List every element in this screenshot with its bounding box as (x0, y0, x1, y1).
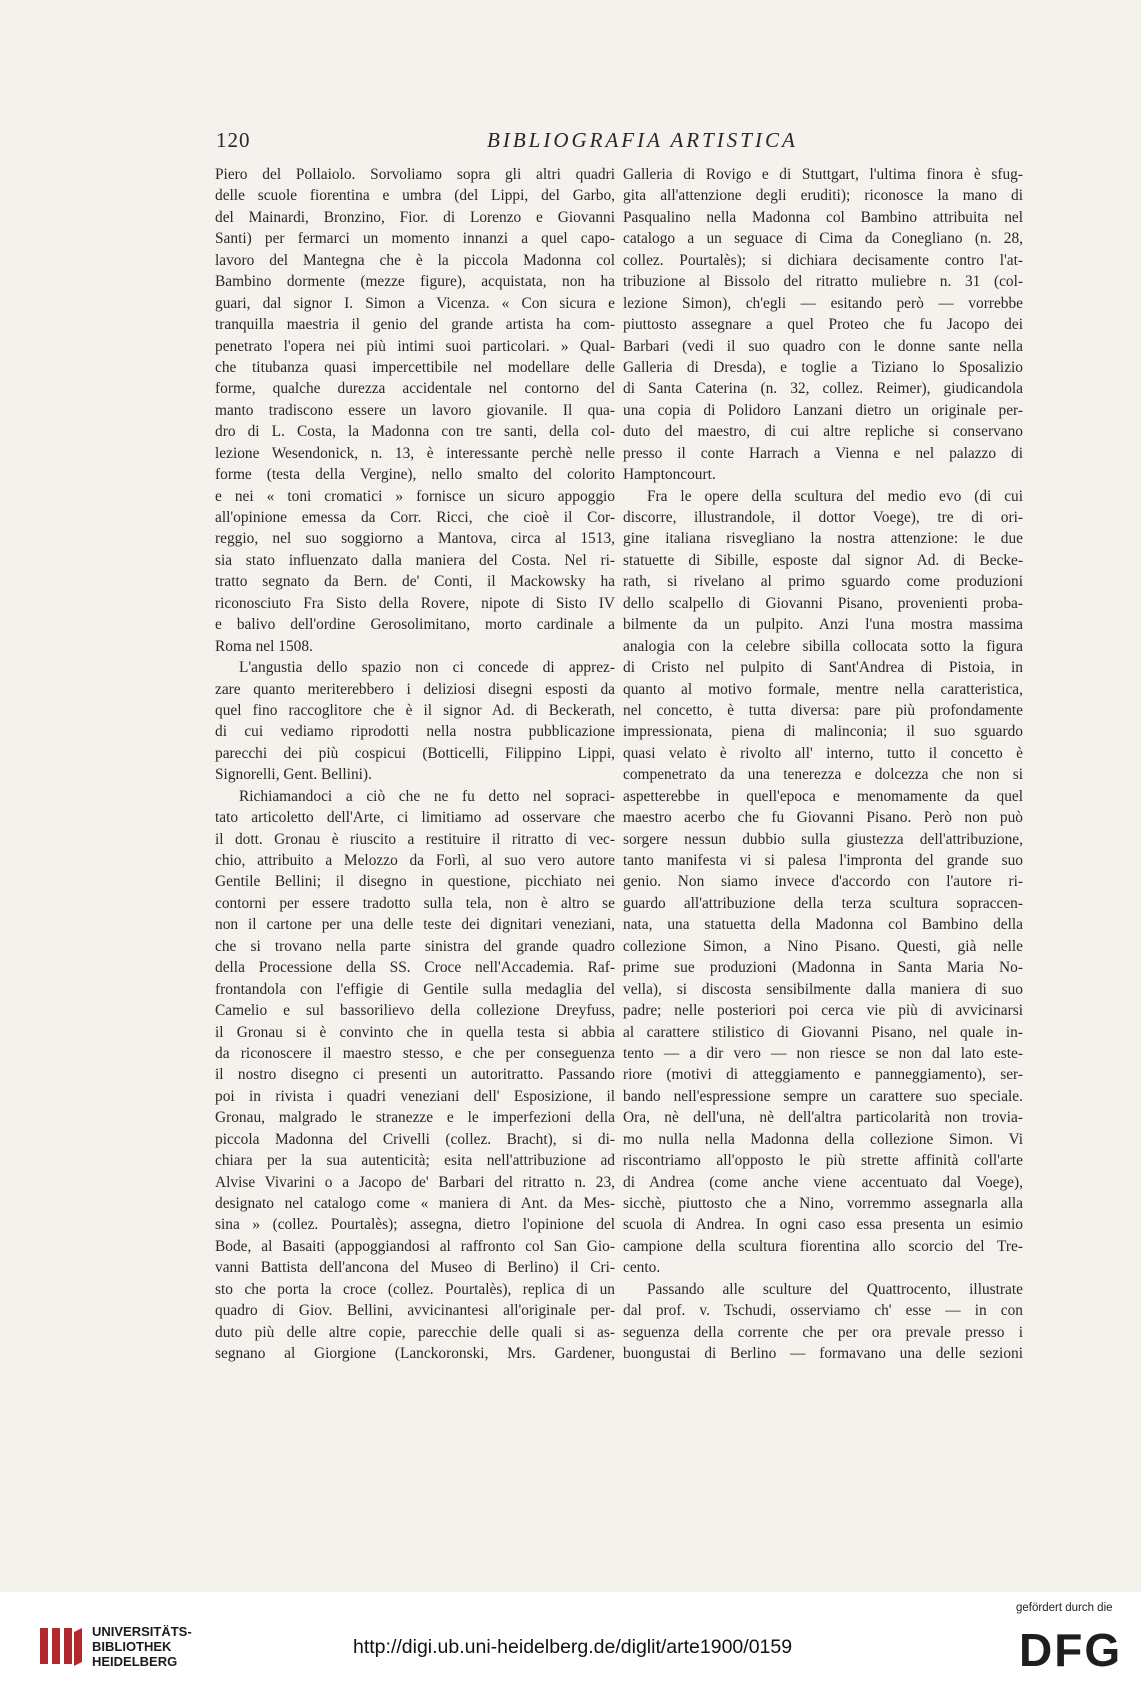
text-line: designato nel catalogo come « maniera di Ant. da Mes- (215, 1195, 615, 1212)
text-line: Gentile Bellini; il disegno in questione, picchiato nei (215, 873, 615, 891)
text-line: Galleria di Dresda), e toglie a Tiziano lo Sposalizio (623, 358, 1023, 376)
text-line: vella), si discosta sensibilmente dalla maniera di suo (623, 980, 1023, 998)
text-line: L'angustia dello spazio non ci concede di apprez- (239, 659, 615, 677)
text-line: nel concetto, è tutta diversa: pare più profondamente (623, 701, 1023, 719)
text-line: della Processione della SS. Croce nell'Accademia. Raf- (215, 959, 615, 977)
text-line: Piero del Pollaiolo. Sorvoliamo sopra gli altri quadri (215, 166, 615, 183)
text-line: Ora, nè dell'una, nè dell'altra particolarità non trovia- (623, 1109, 1023, 1127)
text-line: rath, si rivelano al primo sguardo come produzioni (623, 573, 1023, 591)
text-line: maestro acerbo che fu Giovanni Pisano. Però non può (623, 809, 1023, 827)
text-line: guardo all'attribuzione della terza scultura sopraccen- (623, 894, 1023, 912)
page-number: 120 (216, 128, 251, 152)
right-text-column (623, 164, 1023, 1365)
text-line: Gronau, malgrado le stranezze e le imperfezioni della (215, 1109, 615, 1127)
text-line: il dott. Gronau è riuscito a restituire il ritratto di vec- (215, 830, 615, 848)
text-line: catalogo a un seguace di Cima da Conegliano (n. 28, (623, 230, 1023, 248)
text-line: non il cartone per una delle teste dei dignitari veneziani, (215, 916, 615, 934)
left-text-column (215, 164, 615, 1365)
text-line: cento. (623, 1259, 661, 1277)
text-line: guari, dal signor I. Simon a Vicenza. « Con sicura e (215, 294, 615, 312)
text-line: manto tradiscono essere un lavoro giovanile. Il qua- (215, 401, 615, 419)
text-line: di cui vediamo riprodotti nella nostra pubblicazione (215, 723, 615, 741)
text-line: bando nell'espressione sempre un carattere suo speciale. (623, 1087, 1023, 1105)
text-line: penetrato l'opera nei più intimi suoi particolari. » Qual- (215, 337, 615, 355)
text-line: Alvise Vivarini o a Jacopo de' Barbari del ritratto n. 23, (215, 1173, 615, 1191)
text-line: forme (testa della Vergine), nello smalto del colorito (215, 466, 615, 484)
text-line: frontandola con l'effigie di Gentile sulla medaglia del (215, 980, 615, 998)
text-line: dello scalpello di Giovanni Pisano, provenienti proba- (623, 594, 1023, 612)
text-line: e balivo dell'ordine Gerosolimitano, morto cardinale a (215, 616, 615, 634)
text-line: lavoro del Mantegna che è la piccola Madonna col (215, 251, 615, 269)
text-line: che titubanza quasi impercettibile nel modellare delle (215, 358, 615, 376)
text-line: Bambino dormente (mezze figure), acquistata, non ha (215, 273, 615, 291)
text-line: tanto manifesta vi si palesa l'impronta del grande suo (623, 852, 1023, 869)
text-line: tranquilla maestria il genio del grande artista ha com- (215, 316, 615, 334)
text-line: quasi velato è rivolto all' interno, tutto il concetto è (623, 744, 1023, 762)
text-line: gita all'attenzione degli eruditi); riconosce la mano di (623, 187, 1023, 205)
text-line: Pasqualino nella Madonna col Bambino attribuita nel (623, 208, 1023, 226)
text-line: statuette di Sibille, esposte dal signor Ad. di Becke- (623, 551, 1023, 569)
text-line: gine italiana risvegliano la nostra attenzione: le due (623, 530, 1023, 548)
text-line: tribuzione al Bissolo del ritratto muliebre n. 31 (col- (623, 273, 1023, 291)
text-line: collezione Simon, a Nino Pisano. Questi, già nelle (623, 937, 1023, 955)
text-line: all'opinione emessa da Corr. Ricci, che cioè il Cor- (215, 509, 615, 526)
text-line: reggio, nel suo soggiorno a Mantova, circa al 1513, (215, 530, 615, 548)
text-line: Galleria di Rovigo e di Stuttgart, l'ultima finora è sfug- (623, 166, 1023, 183)
text-line: buongustai di Berlino — formavano una delle sezioni (623, 1345, 1023, 1363)
text-line: dal prof. v. Tschudi, osserviamo ch' esse — in con (623, 1302, 1023, 1320)
text-line: discorre, illustrandole, il dottor Voege), tre di ori- (623, 509, 1023, 526)
text-line: zare quanto meriterebbero i deliziosi disegni esposti da (215, 680, 615, 698)
text-line: presso il conte Harrach a Vienna e nel palazzo di (623, 444, 1023, 462)
text-line: tento — a dir vero — non riesce se non dal lato este- (623, 1044, 1023, 1062)
text-line: aspetterebbe in quell'epoca e menomamente da quel (623, 787, 1023, 805)
text-line: duto più delle altre copie, parecchie delle quali si as- (215, 1323, 615, 1341)
text-line: sto che porta la croce (collez. Pourtalès), replica di un (215, 1280, 615, 1298)
text-line: Hamptoncourt. (623, 466, 716, 484)
text-line: delle scuole fiorentina e umbra (del Lippi, del Garbo, (215, 187, 615, 205)
text-line: Bode, al Basaiti (appoggiandosi al raffronto col San Gio- (215, 1237, 615, 1255)
text-line: bilmente da un pulpito. Anzi l'una mostra massima (623, 616, 1023, 634)
text-line: compenetrato da una tenerezza e dolcezza che non si (623, 766, 1023, 784)
text-line: del Mainardi, Bronzino, Fior. di Lorenzo e Giovanni (215, 208, 615, 226)
running-title: BIBLIOGRAFIA ARTISTICA (487, 128, 798, 152)
text-line: Signorelli, Gent. Bellini). (215, 766, 372, 784)
text-line: sorgere nessun dubbio sulla giustezza dell'attribuzione, (623, 830, 1023, 848)
text-line: contorni per essere tradotto sulla tela, non è altro se (215, 894, 615, 912)
text-line: lezione Wesendonick, n. 13, è interessante perchè nelle (215, 444, 615, 462)
text-line: quanto al motivo formale, mentre nella caratteristica, (623, 680, 1023, 698)
text-line: quel fino raccoglitore che è il signor Ad. di Beckerath, (215, 701, 615, 719)
text-line: poi in rivista i quadri veneziani dell' Esposizione, il (215, 1087, 615, 1105)
library-name-line-1: UNIVERSITÄTS- (92, 1624, 192, 1639)
library-name-line-3: HEIDELBERG (92, 1654, 178, 1669)
text-line: Fra le opere della scultura del medio evo (di cui (647, 487, 1023, 505)
text-line: riore (motivi di atteggiamento e panneggiamento), ser- (623, 1066, 1023, 1084)
text-line: scuola di Andrea. In ogni caso essa presenta un esimio (623, 1216, 1023, 1234)
text-line: tratto segnato da Bern. de' Conti, il Mackowsky ha (215, 573, 615, 591)
text-line: che si trovano nella parte sinistra del grande quadro (215, 937, 615, 955)
text-line: lezione Simon), ch'egli — esitando però — vorrebbe (623, 294, 1023, 312)
text-line: tato articoletto dell'Arte, ci limitiamo ad osservare che (215, 809, 615, 827)
text-line: sicchè, piuttosto che a Nino, vorremmo assegnarla alla (623, 1195, 1023, 1212)
text-line: prime sue produzioni (Madonna in Santa Maria No- (623, 959, 1023, 977)
text-line: riconosciuto Fra Sisto della Rovere, nipote di Sisto IV (215, 594, 615, 612)
text-line: mo nulla nella Madonna della collezione Simon. Vi (623, 1130, 1023, 1148)
text-line: chio, attribuito a Melozzo da Forlì, al suo vero autore (215, 852, 615, 869)
text-line: piccola Madonna del Crivelli (collez. Bracht), si di- (215, 1130, 615, 1148)
text-line: impressionata, piena di malinconia; il suo sguardo (623, 723, 1023, 741)
text-line: vanni Battista dell'ancona del Museo di Berlino) il Cri- (215, 1259, 615, 1277)
text-line: parecchi dei più cospicui (Botticelli, Filippino Lippi, (215, 744, 615, 762)
text-line: Camelio e sul bassorilievo della collezione Dreyfuss, (215, 1002, 615, 1020)
permalink-url[interactable]: http://digi.ub.uni-heidelberg.de/diglit/arte1900/0159 (353, 1636, 793, 1658)
text-line: una copia di Polidoro Lanzani dietro un originale per- (623, 401, 1023, 419)
text-line: Santi) per fermarci un momento innanzi a quel capo- (215, 230, 615, 248)
text-line: duto del maestro, di cui altre repliche si conservano (623, 423, 1023, 441)
text-line: dro di L. Costa, la Madonna con tre santi, della col- (215, 423, 615, 441)
text-line: da riconoscere il maestro stesso, e che per conseguenza (215, 1044, 615, 1062)
university-library-logo-icon (36, 1622, 84, 1670)
dfg-logo: DFG (1019, 1624, 1123, 1676)
text-line: riscontriamo all'opposto le più strette affinità coll'arte (623, 1152, 1023, 1170)
text-line: sina » (collez. Pourtalès); assegna, dietro l'opinione del (215, 1216, 615, 1234)
library-name (92, 1624, 192, 1669)
text-line: padre; nelle posteriori poi cerca vie più di avvicinarsi (623, 1002, 1023, 1020)
text-line: Richiamandoci a ciò che ne fu detto nel sopraci- (239, 787, 615, 805)
text-line: chiara per la sua autenticità; esita nell'attribuzione ad (215, 1152, 615, 1170)
text-line: Barbari (vedi il suo quadro con le donne sante nella (623, 337, 1023, 355)
text-line: piuttosto assegnare a quel Proteo che fu Jacopo dei (623, 316, 1023, 334)
text-line: collez. Pourtalès); si dichiara decisamente contro l'at- (623, 251, 1023, 269)
text-line: di Cristo nel pulpito di Sant'Andrea di Pistoia, in (623, 659, 1023, 677)
text-line: Passando alle sculture del Quattrocento, illustrate (647, 1280, 1023, 1298)
text-line: genio. Non siamo invece d'accordo con l'autore ri- (623, 873, 1023, 891)
text-line: campione della scultura fiorentina allo scorcio del Tre- (623, 1237, 1023, 1255)
text-line: il Gronau si è convinto che in quella testa si abbia (215, 1023, 615, 1041)
text-line: seguenza della corrente che per ora prevale presso i (623, 1323, 1023, 1341)
footer-bar (0, 1592, 1141, 1684)
text-line: forme, qualche durezza accidentale nel contorno del (215, 380, 615, 398)
text-line: quadro di Giov. Bellini, avvicinantesi all'originale per- (215, 1302, 615, 1320)
funded-by-label: gefördert durch die (1016, 1602, 1113, 1614)
library-name-line-2: BIBLIOTHEK (92, 1639, 172, 1654)
text-line: al carattere stilistico di Giovanni Pisano, nel quale in- (623, 1023, 1023, 1041)
text-line: di Andrea (come anche viene accentuato dal Voege), (623, 1173, 1023, 1191)
text-line: Roma nel 1508. (215, 637, 313, 655)
text-line: segnano al Giorgione (Lanckoronski, Mrs. Gardener, (215, 1345, 615, 1363)
text-line: nata, una statuetta della Madonna col Bambino della (623, 916, 1023, 934)
text-line: di Santa Caterina (n. 32, collez. Reimer), giudicandola (623, 380, 1023, 398)
text-line: sia stato influenzato dalla maniera del Costa. Nel ri- (215, 551, 615, 569)
text-line: il nostro disegno ci presenti un autoritratto. Passando (215, 1066, 615, 1084)
text-line: e nei « toni cromatici » fornisce un sicuro appoggio (215, 487, 615, 505)
page-header (212, 128, 1012, 158)
text-line: analogia con la celebre sibilla collocata sotto la figura (623, 637, 1023, 655)
